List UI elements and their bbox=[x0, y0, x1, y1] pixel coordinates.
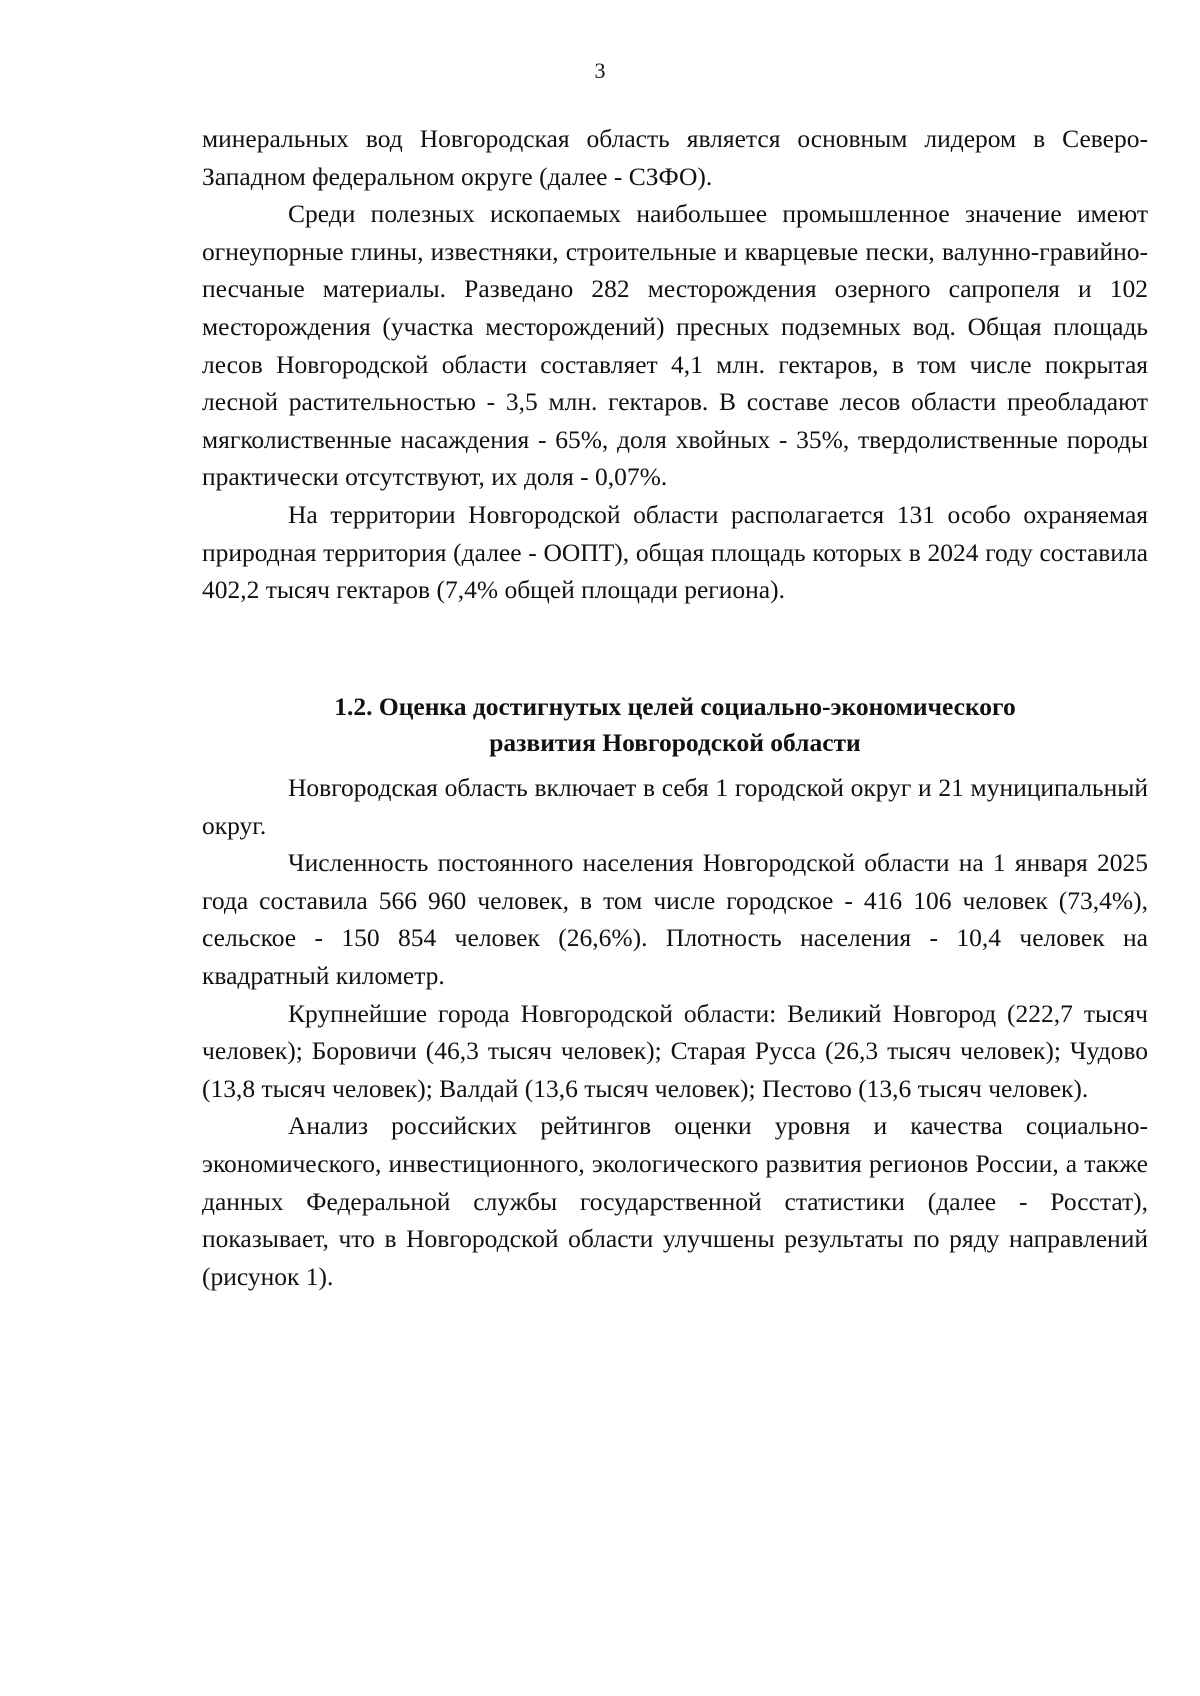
paragraph-mineral-waters: минеральных вод Новгородская область является основным лидером в Северо-Западном федеральном округе (далее - СЗФО). bbox=[202, 124, 1148, 191]
section-heading-line-1: 1.2. Оценка достигнутых целей социально-экономического bbox=[334, 692, 1016, 721]
paragraph-ratings-analysis: Анализ российских рейтингов оценки уровня и качества социально-экономического, инвестиционного, экологического развития регионов России, а также данных Федеральной службы государственной статистики (далее - Росстат), показывает, что в Новгородской области улучшены результаты по ряду направлений (рисунок 1). bbox=[202, 1111, 1148, 1291]
paragraph-minerals-forests: Среди полезных ископаемых наибольшее промышленное значение имеют огнеупорные глины, известняки, строительные и кварцевые пески, валунно-гравийно-песчаные материалы. Разведано 282 месторождения озерного сапропеля и 102 месторождения (участка месторождений) пресных подземных вод. Общая площадь лесов Новгородской области составляет 4,1 млн. гектаров, в том числе покрытая лесной растительностью - 3,5 млн. гектаров. В составе лесов области преобладают мягколиственные насаждения - 65%, доля хвойных - 35%, твердолиственные породы практически отсутствуют, их доля - 0,07%. bbox=[202, 199, 1148, 492]
paragraph-largest-cities: Крупнейшие города Новгородской области: Великий Новгород (222,7 тысяч человек); Боровичи (46,3 тысяч человек); Старая Русса (26,3 тысяч человек); Чудово (13,8 тысяч человек); Валдай (13,6 тысяч человек); Пестово (13,6 тысяч человек). bbox=[202, 998, 1148, 1103]
paragraph-protected-areas: На территории Новгородской области располагается 131 особо охраняемая природная территория (далее - ООПТ), общая площадь которых в 2024 году составила 402,2 тысяч гектаров (7,4% общей площади региона). bbox=[202, 499, 1148, 605]
section-heading bbox=[202, 689, 1148, 761]
paragraph-population: Численность постоянного населения Новгородской области на 1 января 2025 года составила 566 960 человек, в том числе городское - 416 106 человек (73,4%), сельское - 150 854 человек (26,6%). Плотность населения - 10,4 человек на квадратный километр. bbox=[202, 848, 1148, 990]
section-heading-line-2: развития Новгородской области bbox=[489, 728, 861, 757]
text-section-development bbox=[202, 769, 1148, 1295]
paragraph-municipal-structure: Новгородская область включает в себя 1 городской округ и 21 муниципальный округ. bbox=[202, 773, 1148, 840]
page-number: 3 bbox=[594, 58, 606, 83]
text-section-natural-resources bbox=[202, 120, 1148, 609]
